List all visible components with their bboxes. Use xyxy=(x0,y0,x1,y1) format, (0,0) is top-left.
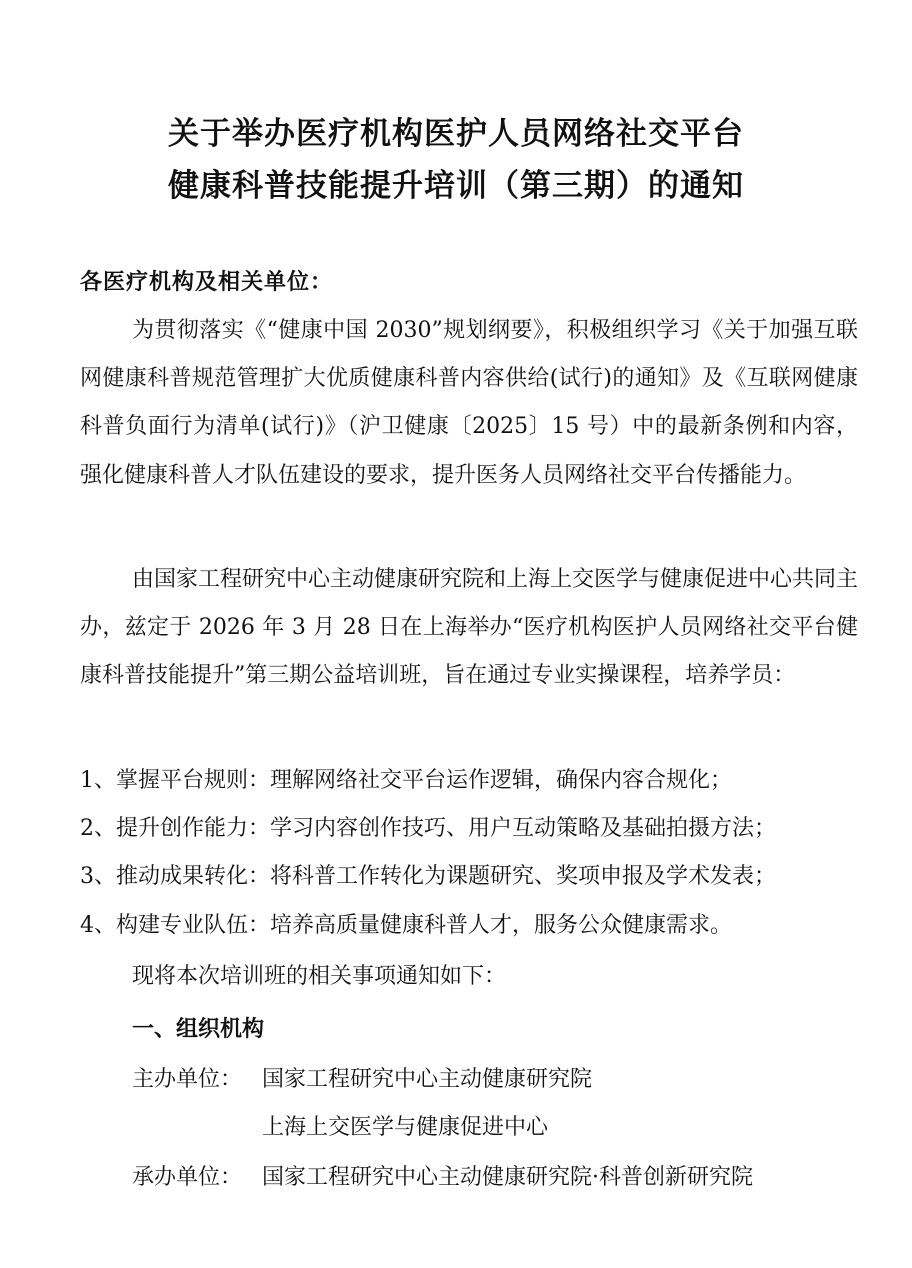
goal-item: 4、构建专业队伍：培养高质量健康科普人才，服务公众健康需求。 xyxy=(80,913,732,938)
goal-item: 3、推动成果转化：将科普工作转化为课题研究、奖项申报及学术发表； xyxy=(80,864,776,889)
goal-item: 1、掌握平台规则：理解网络社交平台运作逻辑，确保内容合规化； xyxy=(80,768,732,793)
section-heading-organization: 一、组织机构 xyxy=(132,1017,265,1042)
host-value-1: 国家工程研究中心主动健康研究院 xyxy=(262,1067,593,1092)
salutation: 各医疗机构及相关单位： xyxy=(80,270,334,295)
host-value-2: 上海上交医学与健康促进中心 xyxy=(262,1115,549,1140)
document-title-line-2: 健康科普技能提升培训（第三期）的通知 xyxy=(168,168,744,204)
organizer-label: 承办单位： xyxy=(132,1165,243,1190)
goal-item: 2、提升创作能力：学习内容创作技巧、用户互动策略及基础拍摄方法； xyxy=(80,816,776,841)
document-title-line-1: 关于举办医疗机构医护人员网络社交平台 xyxy=(168,116,744,152)
intro-paragraph: 为贯彻落实《“健康中国 2030”规划纲要》，积极组织学习《关于加强互联网健康科普规范管理扩大优质健康科普内容供给(试行)的通知》及《互联网健康科普负面行为清单(试行)》（沪卫健康〔2025〕15 号）中的最新条例和内容，强化健康科普人才队伍建设的要求，提升医务人员网络社交平台传播能力。 xyxy=(80,318,858,488)
host-label: 主办单位： xyxy=(132,1067,243,1092)
notice-line: 现将本次培训班的相关事项通知如下： xyxy=(132,964,507,989)
purpose-paragraph: 由国家工程研究中心主动健康研究院和上海上交医学与健康促进中心共同主办，兹定于 2026 年 3 月 28 日在上海举办“医疗机构医护人员网络社交平台健康科普技能提升”第三期公益培训班，旨在通过专业实操课程，培养学员： xyxy=(80,567,859,689)
organizer-value: 国家工程研究中心主动健康研究院·科普创新研究院 xyxy=(262,1165,753,1190)
